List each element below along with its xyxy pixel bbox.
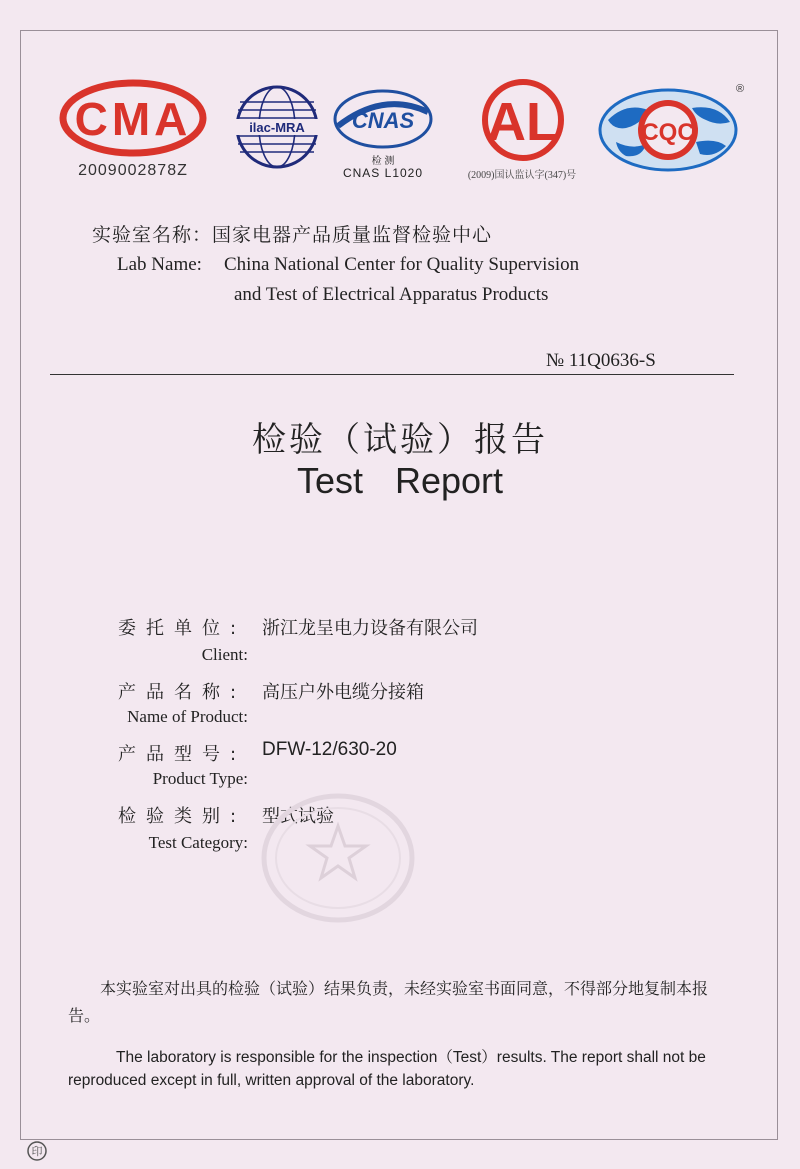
cnas-mark-icon <box>328 86 438 152</box>
disclaimer-cn: 本实验室对出具的检验（试验）结果负责，未经实验室书面同意，不得部分地复制本报告。 <box>68 979 709 1025</box>
client-label-en: Client: <box>201 645 248 664</box>
lab-name-en <box>117 250 579 310</box>
lab-name-cn: 实验室名称：国家电器产品质量监督检验中心 <box>92 224 493 246</box>
product-name-label-en: Name of Product: <box>127 707 248 726</box>
cal-mark-icon <box>458 78 588 166</box>
printer-mark-icon <box>26 1140 48 1162</box>
svg-text:®: ® <box>736 83 745 95</box>
ilac-mra-logo <box>232 82 322 172</box>
cnas-code: CNAS L1020 <box>342 166 424 180</box>
cma-registration-number: 2009002878Z <box>78 162 188 179</box>
header-divider <box>50 374 734 375</box>
svg-text:CMA: CMA <box>74 93 192 145</box>
product-type-value: DFW-12/630-20 <box>262 739 397 760</box>
ilac-globe-icon <box>232 82 322 172</box>
page-border <box>20 30 778 1140</box>
svg-text:CQC: CQC <box>641 119 695 146</box>
svg-text:ilac-MRA: ilac-MRA <box>249 120 305 135</box>
product-name-label-cn: 产品名称: <box>118 682 247 703</box>
lab-name-en-prefix: Lab Name: <box>117 254 202 275</box>
report-number: № 11Q0636-S <box>546 350 656 371</box>
svg-text:CNAS: CNAS <box>351 108 415 133</box>
report-title-cn: 检验（试验）报告 <box>252 420 548 460</box>
lab-name-en-line1: China National Center for Quality Supervision <box>224 254 580 275</box>
cnas-logo <box>328 86 438 182</box>
cma-mark-icon <box>58 78 208 158</box>
cma-logo <box>58 78 208 188</box>
test-category-value: 型式试验 <box>262 806 334 827</box>
svg-text:印: 印 <box>31 1145 43 1158</box>
svg-text:AL: AL <box>487 92 559 152</box>
product-name-value: 高压户外电缆分接箱 <box>262 682 424 703</box>
cal-caption: (2009)国认监认字(347)号 <box>467 170 577 181</box>
lab-name-en-line2: and Test of Electrical Apparatus Products <box>234 284 549 305</box>
test-category-label-en: Test Category: <box>148 833 248 852</box>
client-label-cn: 委托单位: <box>118 618 247 639</box>
disclaimer-en: The laboratory is responsible for the inspection（Test）results. The report shall not be reproduced except in full, written approval of the laboratory. <box>68 1049 706 1089</box>
product-type-label-en: Product Type: <box>152 769 248 788</box>
report-title-en: Test Report <box>296 460 504 501</box>
cqc-globe-icon <box>596 80 746 176</box>
cnas-subtitle-cn: 检 测 <box>371 156 395 167</box>
test-category-label-cn: 检验类别: <box>118 806 247 827</box>
cal-logo <box>458 78 588 186</box>
embossed-seal-icon <box>258 788 418 928</box>
product-type-label-cn: 产品型号: <box>118 744 247 765</box>
cqc-logo <box>596 80 746 176</box>
client-value: 浙江龙呈电力设备有限公司 <box>262 618 478 639</box>
